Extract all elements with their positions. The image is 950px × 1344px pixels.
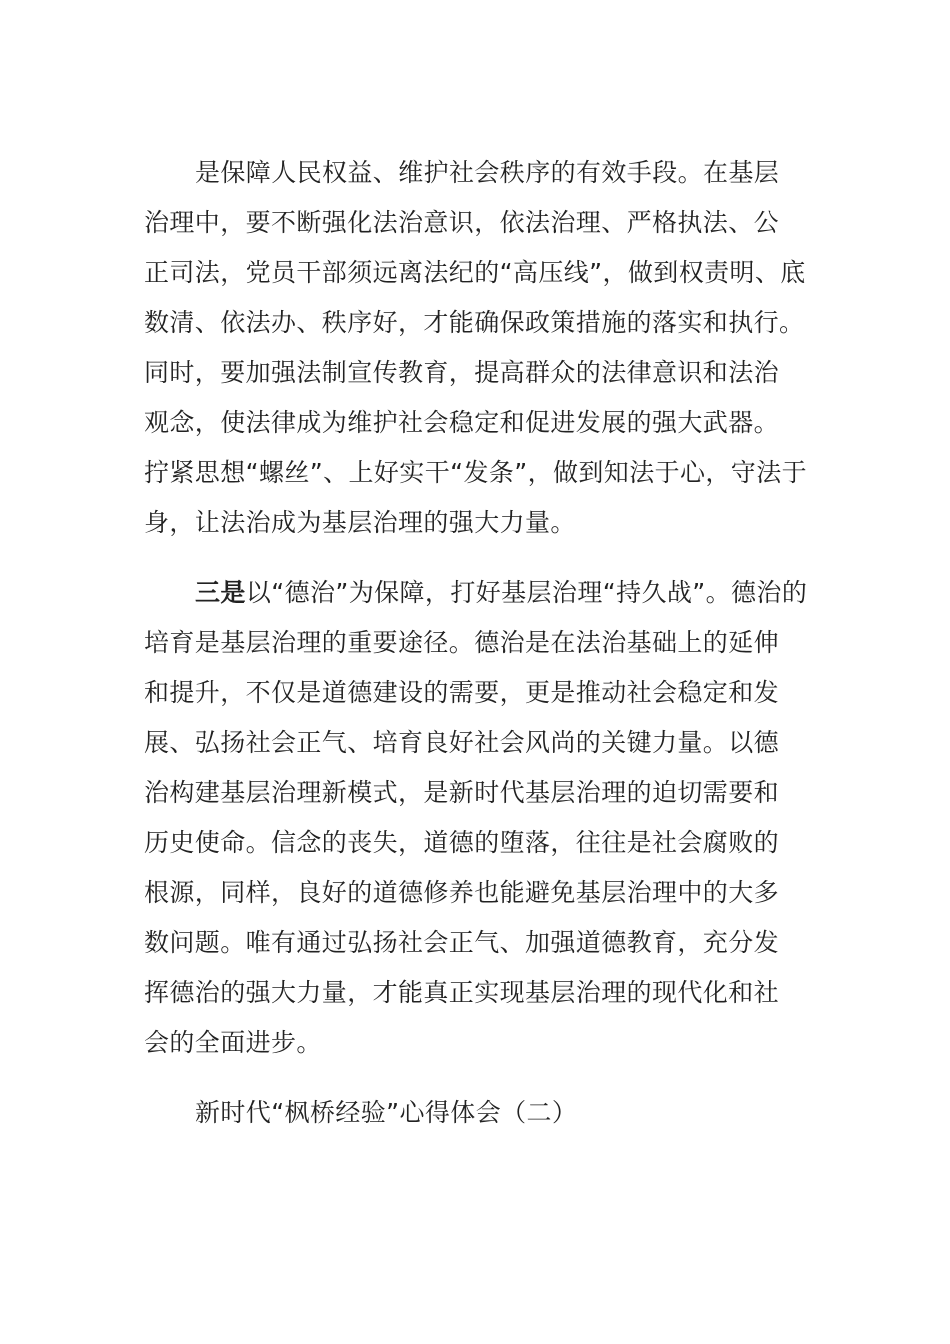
- text-line: 是保障人民权益、维护社会秩序的有效手段。在基层: [195, 158, 780, 187]
- heading-text: 新时代“枫桥经验”心得体会（二）: [195, 1098, 578, 1127]
- text-line: 挥德治的强大力量，才能真正实现基层治理的现代化和社: [144, 978, 780, 1007]
- text-line: 治构建基层治理新模式，是新时代基层治理的迫切需要和: [144, 778, 780, 807]
- section-heading: [144, 1088, 806, 1138]
- section-lead-label: 三是: [195, 578, 246, 607]
- text-line: 数清、依法办、秩序好，才能确保政策措施的落实和执行。: [144, 308, 805, 337]
- section-lead-text: 以“德治”为保障，打好基层治理“持久战”。德治的: [245, 578, 808, 607]
- text-line: 身，让法治成为基层治理的强大力量。: [144, 508, 576, 537]
- text-line: 根源，同样，良好的道德修养也能避免基层治理中的大多: [144, 878, 780, 907]
- text-line: 培育是基层治理的重要途径。德治是在法治基础上的延伸: [144, 628, 780, 657]
- text-line: 拧紧思想“螺丝”、上好实干“发条”，做到知法于心，守法于: [144, 458, 808, 487]
- text-line: 正司法，党员干部须远离法纪的“高压线”，做到权责明、底: [144, 258, 806, 287]
- text-line: 展、弘扬社会正气、培育良好社会风尚的关键力量。以德: [144, 728, 780, 757]
- text-line: 治理中，要不断强化法治意识，依法治理、严格执法、公: [144, 208, 780, 237]
- text-line: 和提升，不仅是道德建设的需要，更是推动社会稳定和发: [144, 678, 780, 707]
- text-line: 历史使命。信念的丧失，道德的堕落，往往是社会腐败的: [144, 828, 780, 857]
- paragraph-rule-of-law: [144, 148, 806, 548]
- text-line: 同时，要加强法制宣传教育，提高群众的法律意识和法治: [144, 358, 780, 387]
- text-line: 观念，使法律成为维护社会稳定和促进发展的强大武器。: [144, 408, 780, 437]
- text-line: 数问题。唯有通过弘扬社会正气、加强道德教育，充分发: [144, 928, 780, 957]
- text-line: 会的全面进步。: [144, 1028, 322, 1057]
- paragraph-rule-of-virtue: [144, 568, 806, 1068]
- text-line: [144, 568, 806, 618]
